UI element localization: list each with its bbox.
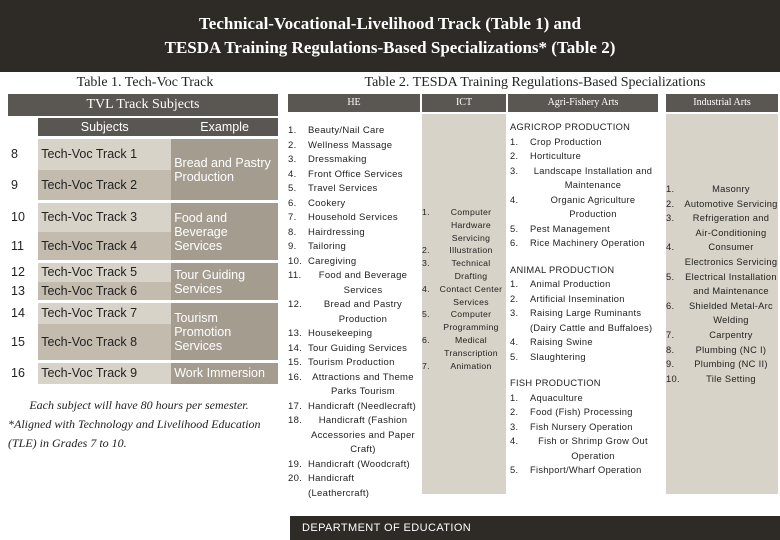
list-item: 16. Attractions and Theme Parks Tourism	[288, 371, 414, 397]
list-item: 3. Raising Large Ruminants (Dairy Cattle and Buffaloes)	[510, 308, 653, 333]
list-item: 13. Housekeeping	[288, 328, 373, 339]
list-item: 2. Automotive Servicing	[666, 198, 778, 209]
example-cell: Tourism Promotion Services	[171, 302, 278, 362]
list-item: 1. Beauty/Nail Care	[288, 125, 385, 136]
subject-cell: Tech-Voc Track 2	[38, 170, 171, 202]
ict-list	[422, 206, 506, 372]
list-item: 2. Artificial Insemination	[510, 293, 625, 304]
table1-example-header: Example	[171, 118, 278, 138]
row-number: 16	[8, 362, 38, 384]
list-item: 4. Organic Agriculture Production	[510, 194, 636, 219]
he-column	[288, 94, 420, 499]
example-cell: Work Immersion	[171, 362, 278, 384]
list-item: 3. Technical Drafting	[422, 258, 491, 281]
list-item: 4. Raising Swine	[510, 337, 593, 347]
list-item: 8. Plumbing (NC I)	[666, 344, 767, 355]
table1-notes	[8, 396, 270, 453]
list-item: 5. Fishport/Wharf Operation	[510, 465, 642, 475]
list-item: 19. Handicraft (Woodcraft)	[288, 458, 410, 470]
list-item: 3. Refrigeration and Air-Conditioning	[666, 213, 770, 238]
table1	[8, 118, 278, 384]
ict-column	[422, 94, 506, 494]
list-item: 5. Travel Services	[288, 183, 378, 194]
list-item: 4. Contact Center Services	[422, 283, 503, 307]
example-cell: Bread and Pastry Production	[171, 138, 278, 202]
table1-header-row	[8, 118, 278, 138]
list-item: 5. Pest Management	[510, 223, 610, 234]
footer-bar: DEPARTMENT OF EDUCATION	[290, 516, 780, 540]
ict-header: ICT	[422, 94, 506, 112]
list-item: 1. Masonry	[666, 184, 750, 194]
ict-body	[422, 114, 506, 494]
list-item: 3. Landscape Installation and Maintenance	[510, 165, 653, 190]
list-item: 18. Handicraft (Fashion Accessories and Paper Craft)	[288, 415, 415, 455]
row-number: 13	[8, 282, 38, 302]
section-title: ANIMAL PRODUCTION	[510, 264, 615, 275]
subject-cell: Tech-Voc Track 6	[38, 282, 171, 302]
alignment-note: *Aligned with Technology and Livelihood Education (TLE) in Grades 7 to 10.	[8, 417, 261, 450]
list-item: 5. Computer Programming	[422, 309, 499, 333]
list-item: 2. Wellness Massage	[288, 139, 393, 151]
row-number: 9	[8, 170, 38, 202]
list-item: 14. Tour Guiding Services	[288, 342, 408, 354]
list-item: 15. Tourism Production	[288, 357, 395, 368]
industrial-header: Industrial Arts	[666, 94, 778, 112]
list-item: 6. Rice Machinery Operation	[510, 238, 645, 248]
subject-cell: Tech-Voc Track 5	[38, 262, 171, 282]
list-item: 6. Cookery	[288, 197, 346, 209]
list-item: 1. Animal Production	[510, 279, 611, 289]
table1-subjects-header: Subjects	[38, 118, 171, 138]
table-row	[8, 202, 278, 232]
row-number: 11	[8, 232, 38, 262]
agri-body	[508, 114, 658, 478]
list-item: 10. Caregiving	[288, 255, 357, 267]
table-row	[8, 302, 278, 324]
list-item: 7. Carpentry	[666, 329, 753, 340]
industrial-list	[666, 182, 778, 386]
section-title: FISH PRODUCTION	[510, 378, 601, 388]
list-item: 9. Plumbing (NC II)	[666, 359, 768, 370]
list-item: 6. Shielded Metal-Arc Welding	[666, 300, 773, 326]
list-item: 1. Crop Production	[510, 136, 602, 147]
subject-cell: Tech-Voc Track 1	[38, 138, 171, 170]
list-item: 8. Hairdressing	[288, 226, 365, 238]
list-item: 6. Medical Transcription	[422, 334, 498, 358]
list-item: 11. Food and Beverage Services	[288, 270, 408, 296]
agri-fishery-column	[508, 94, 658, 494]
table1-caption: Table 1. Tech-Voc Track	[76, 75, 214, 90]
list-item: 7. Animation	[422, 360, 492, 371]
page-title-line-2: TESDA Training Regulations-Based Specializations* (Table 2)	[164, 38, 616, 57]
list-item: 5. Electrical Installation and Maintenance	[666, 271, 777, 297]
title-bar	[0, 0, 780, 72]
table2-caption: Table 2. TESDA Training Regulations-Based Specializations	[364, 75, 706, 90]
row-number: 8	[8, 138, 38, 170]
animal-section	[508, 263, 658, 365]
subject-cell: Tech-Voc Track 7	[38, 302, 171, 324]
list-item: 2. Horticulture	[510, 151, 582, 161]
table-row	[8, 362, 278, 384]
list-item: 4. Fish or Shrimp Grow Out Operation	[510, 436, 648, 461]
he-body	[288, 114, 420, 501]
industrial-body	[666, 114, 778, 494]
list-item: 17. Handicraft (Needlecraft)	[288, 400, 417, 412]
list-item: 3. Fish Nursery Operation	[510, 421, 633, 432]
section-title: AGRICROP PRODUCTION	[510, 122, 631, 132]
list-item: 10. Tile Setting	[666, 373, 756, 384]
table-row	[8, 262, 278, 282]
list-item: 12. Bread and Pastry Production	[288, 299, 403, 325]
example-cell: Tour Guiding Services	[171, 262, 278, 302]
table1-num-header	[8, 118, 38, 138]
list-item: 9. Tailoring	[288, 241, 347, 252]
list-item: 2. Food (Fish) Processing	[510, 407, 633, 417]
list-item: 4. Front Office Services	[288, 168, 403, 180]
row-number: 15	[8, 324, 38, 362]
list-item: 1. Computer Hardware Servicing	[422, 207, 492, 243]
row-number: 10	[8, 202, 38, 232]
table1-header: TVL Track Subjects	[8, 94, 278, 116]
table-row	[8, 138, 278, 170]
list-item: 3. Dressmaking	[288, 154, 367, 165]
list-item: 1. Aquaculture	[510, 392, 583, 403]
page-title-line-1: Technical-Vocational-Livelihood Track (Table 1) and	[199, 14, 581, 33]
subject-cell: Tech-Voc Track 8	[38, 324, 171, 362]
list-item: 20. Handicraft (Leathercraft)	[288, 473, 370, 499]
example-cell: Food and Beverage Services	[171, 202, 278, 262]
list-item: 2. Illustration	[422, 245, 493, 256]
hours-note: Each subject will have 80 hours per semester.	[29, 398, 249, 412]
row-number: 12	[8, 262, 38, 282]
subject-cell: Tech-Voc Track 9	[38, 362, 171, 384]
list-item: 5. Slaughtering	[510, 351, 586, 362]
subject-cell: Tech-Voc Track 4	[38, 232, 171, 262]
he-list	[288, 124, 418, 501]
he-header: HE	[288, 94, 420, 112]
agri-header: Agri-Fishery Arts	[508, 94, 658, 112]
list-item: 7. Household Services	[288, 212, 398, 223]
subject-cell: Tech-Voc Track 3	[38, 202, 171, 232]
fish-section	[508, 376, 658, 478]
agricrop-section	[508, 120, 658, 251]
industrial-arts-column	[666, 94, 778, 494]
row-number: 14	[8, 302, 38, 324]
list-item: 4. Consumer Electronics Servicing	[666, 242, 778, 267]
